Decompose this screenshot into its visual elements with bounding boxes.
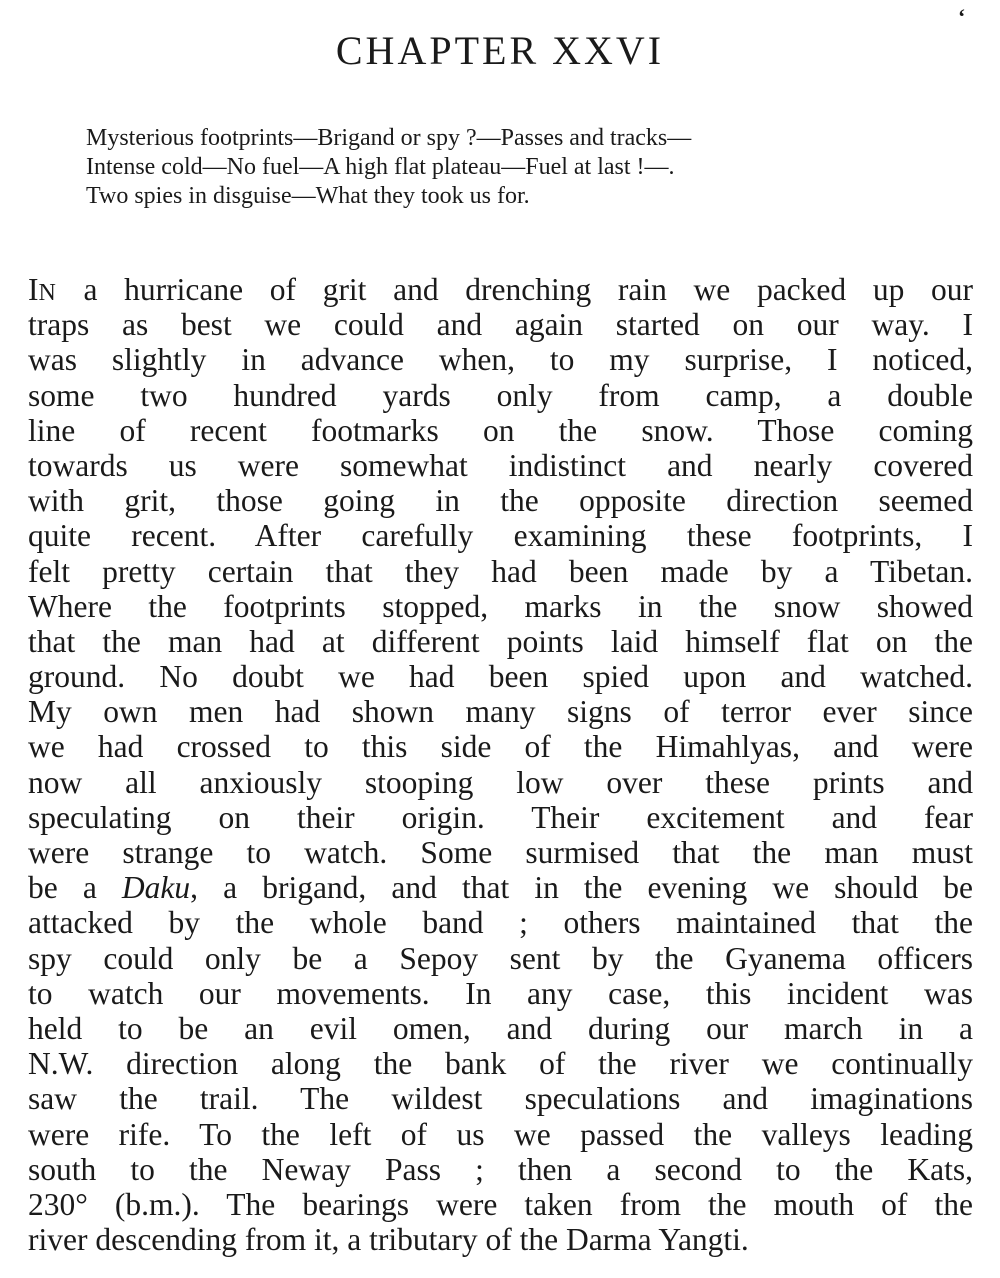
body-line: we had crossed to this side of the Himahlyas, and were <box>28 729 973 765</box>
body-line: now all anxiously stooping low over these prints and <box>28 764 973 800</box>
body-line: south to the Neway Pass ; then a second to the Kats, <box>28 1151 973 1187</box>
body-line: ground. No doubt we had been spied upon and watched. <box>28 659 973 695</box>
body-line: N.W. direction along the bank of the river we continually <box>28 1046 973 1082</box>
body-line: Where the footprints stopped, marks in the snow showed <box>28 588 973 624</box>
body-line: that the man had at different points laid himself flat on the <box>28 623 973 659</box>
body-line: traps as best we could and again started on our way. I <box>28 307 973 343</box>
body-line-last: river descending from it, a tributary of the Darma Yangti. <box>28 1222 749 1258</box>
body-line: were rife. To the left of us we passed the valleys leading <box>28 1116 973 1152</box>
synopsis-line: Intense cold—No fuel—A high flat plateau—Fuel at last !—. <box>86 154 675 180</box>
first-line-text: a hurricane of grit and drenching rain we packed up our <box>56 272 973 307</box>
body-line: with grit, those going in the opposite direction seemed <box>28 483 973 519</box>
body-line-first <box>28 272 973 307</box>
daku-after: , a brigand, and that in the evening we should be <box>190 870 973 906</box>
corner-mark: ‘ <box>958 4 966 29</box>
body-line-daku <box>28 870 973 905</box>
body-line: saw the trail. The wildest speculations and imaginations <box>28 1081 973 1117</box>
body-line: some two hundred yards only from camp, a double <box>28 377 973 413</box>
daku-italic-word: Daku <box>121 870 191 906</box>
body-line: towards us were somewhat indistinct and nearly covered <box>28 447 973 483</box>
body-line: attacked by the whole band ; others maintained that the <box>28 905 973 941</box>
synopsis-line: Two spies in disguise—What they took us for. <box>86 183 530 209</box>
daku-before: be a <box>28 870 122 906</box>
body-line: was slightly in advance when, to my surprise, I noticed, <box>28 342 973 378</box>
drop-cap-letter: I <box>28 272 39 307</box>
body-line: line of recent footmarks on the snow. Those coming <box>28 412 973 448</box>
body-line: felt pretty certain that they had been made by a Tibetan. <box>28 553 973 589</box>
small-cap-letter: N <box>38 280 57 306</box>
body-line: to watch our movements. In any case, this incident was <box>28 975 973 1011</box>
body-line: quite recent. After carefully examining these footprints, I <box>28 518 973 554</box>
synopsis-line: Mysterious footprints—Brigand or spy ?—Passes and tracks— <box>86 125 692 151</box>
body-line: My own men had shown many signs of terror ever since <box>28 694 973 730</box>
body-line: 230° (b.m.). The bearings were taken from the mouth of the <box>28 1186 973 1222</box>
chapter-synopsis <box>86 124 926 211</box>
chapter-title: CHAPTER XXVI <box>335 28 665 73</box>
body-paragraph <box>28 272 973 1257</box>
body-line: speculating on their origin. Their excitement and fear <box>28 799 973 835</box>
body-line: were strange to watch. Some surmised that the man must <box>28 835 973 870</box>
body-line: spy could only be a Sepoy sent by the Gyanema officers <box>28 940 973 976</box>
body-line: held to be an evil omen, and during our march in a <box>28 1010 973 1046</box>
